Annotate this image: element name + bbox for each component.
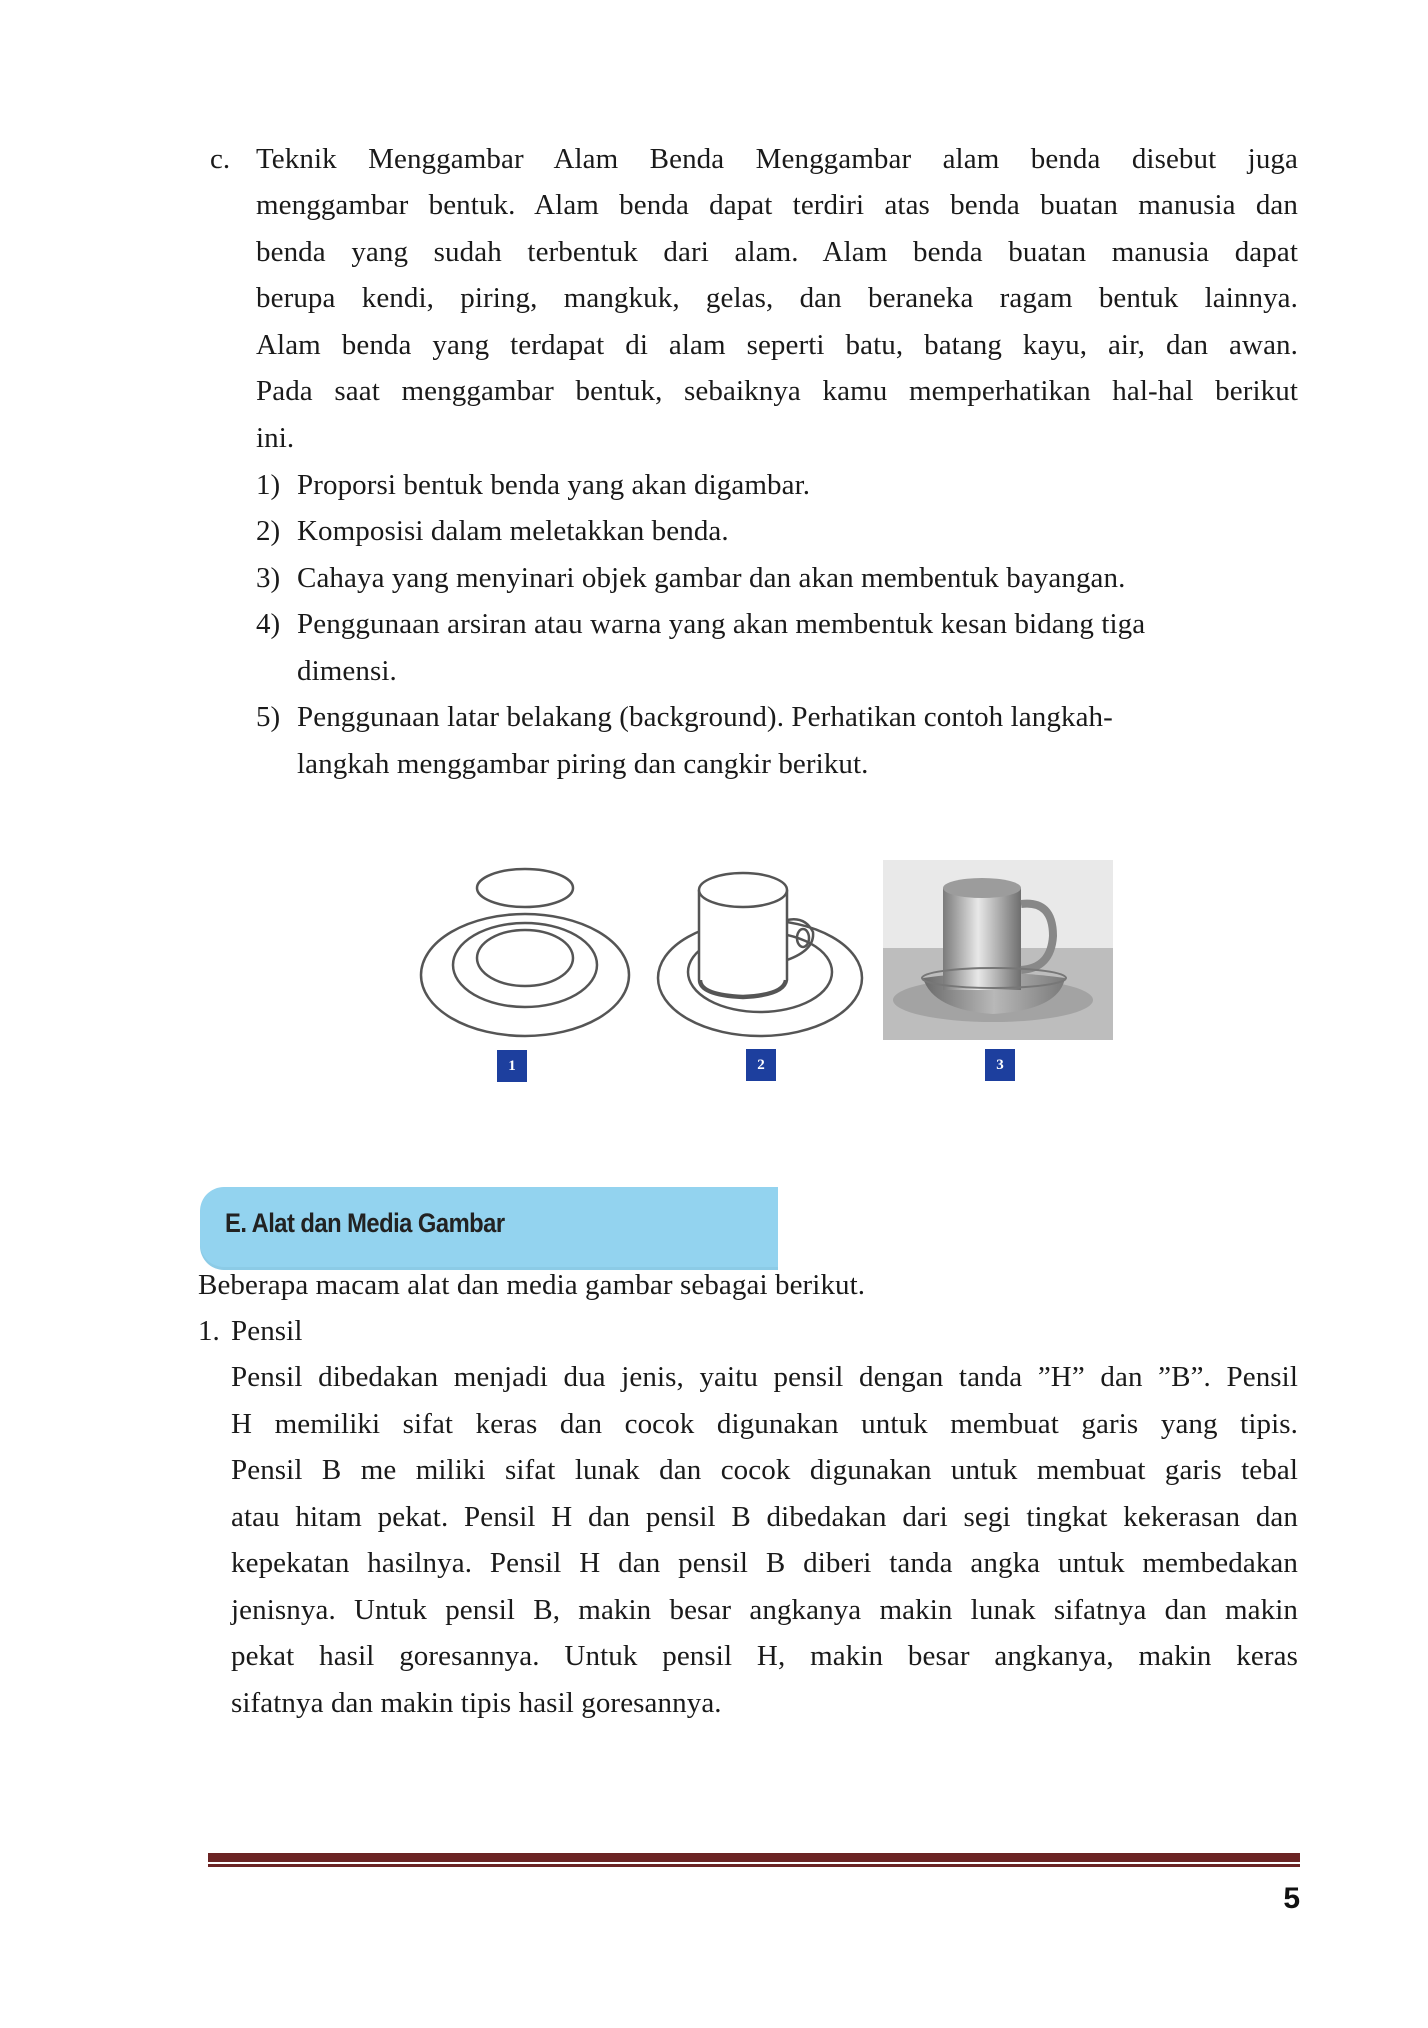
paragraph-line: berupa kendi, piring, mangkuk, gelas, dan beraneka ragam bentuk lainnya.: [256, 282, 1298, 314]
paragraph-line: Alam benda yang terdapat di alam seperti batu, batang kayu, air, dan awan.: [256, 329, 1298, 361]
step-badge-2: 2: [746, 1049, 776, 1081]
item-number: 5): [256, 701, 281, 733]
paragraph-line: pekat hasil goresannya. Untuk pensil H, makin besar angkanya, makin keras: [231, 1640, 1298, 1672]
page-number: 5: [1283, 1882, 1300, 1915]
section-header-band: [200, 1187, 778, 1267]
paragraph-line: H memiliki sifat keras dan cocok digunakan untuk membuat garis yang tipis.: [231, 1408, 1298, 1440]
item-number: 2): [256, 515, 281, 547]
intro-text: Beberapa macam alat dan media gambar sebagai berikut.: [198, 1269, 866, 1301]
item-text: Proporsi bentuk benda yang akan digambar.: [297, 469, 811, 501]
footer-rule: [208, 1853, 1300, 1862]
section-heading: E. Alat dan Media Gambar: [225, 1208, 505, 1238]
item-text: Cahaya yang menyinari objek gambar dan akan membentuk bayangan.: [297, 562, 1126, 594]
cup-sketch-image: [655, 860, 875, 1040]
item-title: Pensil: [231, 1315, 303, 1347]
item-number: 1.: [198, 1315, 220, 1347]
item-number: 1): [256, 469, 281, 501]
paragraph-line: Pensil dibedakan menjadi dua jenis, yaitu pensil dengan tanda ”H” dan ”B”. Pensil: [231, 1361, 1298, 1393]
paragraph-line: benda yang sudah terbentuk dari alam. Alam benda buatan manusia dapat: [256, 236, 1298, 268]
list-marker-c: c.: [210, 143, 231, 175]
item-text: Komposisi dalam meletakkan benda.: [297, 515, 729, 547]
item-number: 4): [256, 608, 281, 640]
item-number: 3): [256, 562, 281, 594]
paragraph-line: kepekatan hasilnya. Pensil H dan pensil B diberi tanda angka untuk membedakan: [231, 1547, 1298, 1579]
step-badge-1: 1: [497, 1050, 527, 1082]
item-text: langkah menggambar piring dan cangkir berikut.: [297, 748, 869, 780]
step-badge-3: 3: [985, 1049, 1015, 1081]
footer-rule-thin: [208, 1864, 1300, 1867]
paragraph-line: ini.: [256, 422, 295, 454]
paragraph-line: menggambar bentuk. Alam benda dapat terdiri atas benda buatan manusia dan: [256, 189, 1298, 221]
item-text: dimensi.: [297, 655, 397, 687]
paragraph-line: sifatnya dan makin tipis hasil goresannya.: [231, 1687, 722, 1719]
paragraph-line: Teknik Menggambar Alam Benda Menggambar alam benda disebut juga: [256, 143, 1298, 175]
paragraph-line: atau hitam pekat. Pensil H dan pensil B dibedakan dari segi tingkat kekerasan dan: [231, 1501, 1298, 1533]
paragraph-line: Pada saat menggambar bentuk, sebaiknya kamu memperhatikan hal-hal berikut: [256, 375, 1298, 407]
paragraph-line: jenisnya. Untuk pensil B, makin besar angkanya makin lunak sifatnya dan makin: [231, 1594, 1298, 1626]
shaded-cup-image: [883, 860, 1113, 1040]
plate-sketch-image: [415, 860, 635, 1040]
paragraph-line: Pensil B me miliki sifat lunak dan cocok digunakan untuk membuat garis tebal: [231, 1454, 1298, 1486]
item-text: Penggunaan latar belakang (background). Perhatikan contoh langkah-: [297, 701, 1113, 733]
item-text: Penggunaan arsiran atau warna yang akan membentuk kesan bidang tiga: [297, 608, 1146, 640]
